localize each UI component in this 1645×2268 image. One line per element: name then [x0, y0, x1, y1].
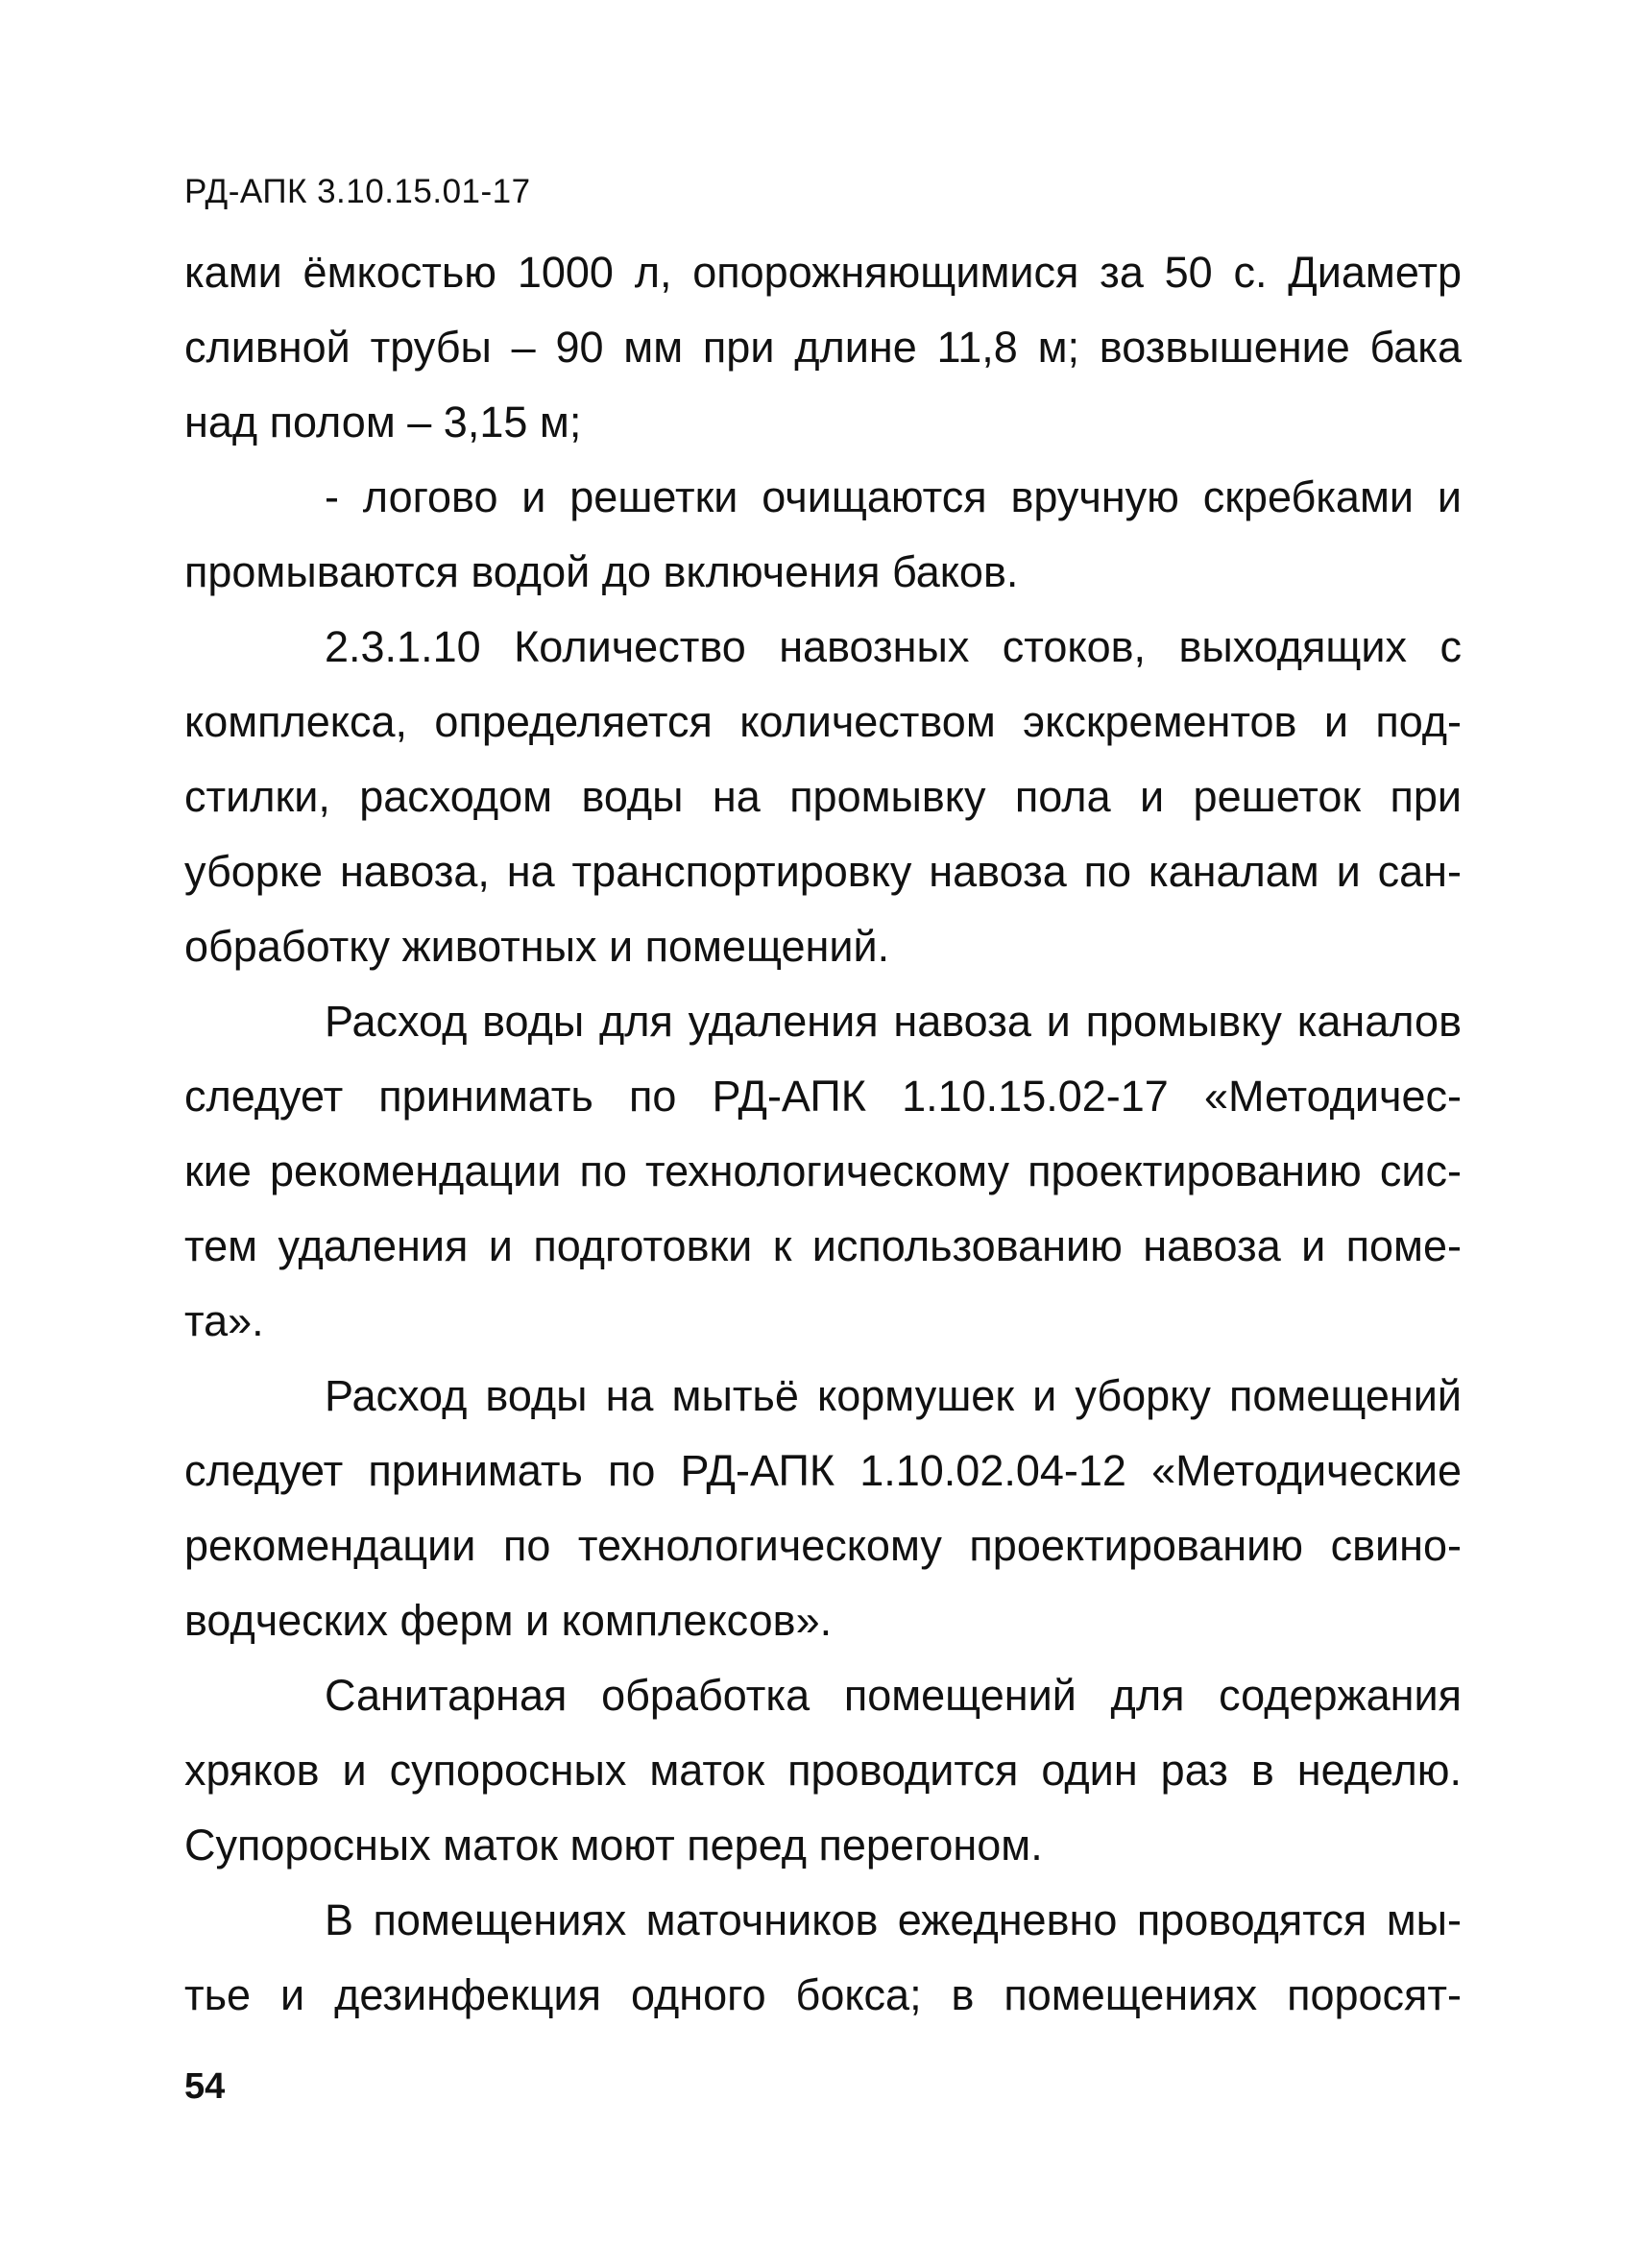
text-line: В помещениях маточников ежедневно проводятся мы-: [325, 1895, 1462, 1944]
paragraph: [184, 1359, 1462, 1658]
text-line: над полом – 3,15 м;: [184, 398, 582, 446]
text-line: следует принимать по РД-АПК 1.10.15.02-17 «Методичес-: [184, 1072, 1462, 1121]
text-line: Расход воды на мытьё кормушек и уборку помещений: [325, 1371, 1462, 1420]
text-line: - логово и решетки очищаются вручную скребками и: [325, 472, 1462, 521]
text-line: сливной трубы – 90 мм при длине 11,8 м; возвышение бака: [184, 323, 1462, 372]
text-line: тье и дезинфекция одного бокса; в помещениях поросят-: [184, 1970, 1462, 2019]
text-line: Супоросных маток моют перед перегоном.: [184, 1821, 1043, 1870]
text-line: комплекса, определяется количеством экскрементов и под-: [184, 697, 1462, 746]
text-line: рекомендации по технологическому проектированию свино-: [184, 1521, 1462, 1570]
paragraph: [184, 1658, 1462, 1883]
paragraph: [184, 235, 1462, 460]
text-line: стилки, расходом воды на промывку пола и решеток при: [184, 772, 1462, 821]
text-line: кие рекомендации по технологическому проектированию сис-: [184, 1146, 1462, 1195]
document-header: РД-АПК 3.10.15.01-17: [184, 173, 531, 210]
paragraph: [184, 460, 1462, 610]
paragraph: [184, 984, 1462, 1359]
text-line: ками ёмкостью 1000 л, опорожняющимися за 50 с. Диаметр: [184, 248, 1462, 297]
document-body: [184, 235, 1462, 2033]
text-line: та».: [184, 1296, 264, 1345]
text-line: тем удаления и подготовки к использованию навоза и поме-: [184, 1221, 1462, 1270]
text-line: водческих ферм и комплексов».: [184, 1596, 833, 1645]
text-line: следует принимать по РД-АПК 1.10.02.04-12 «Методические: [184, 1446, 1462, 1495]
text-line: уборке навоза, на транспортировку навоза по каналам и сан-: [184, 847, 1462, 896]
text-line: Санитарная обработка помещений для содержания: [325, 1671, 1462, 1720]
page-number: 54: [184, 2066, 226, 2107]
text-line: 2.3.1.10 Количество навозных стоков, выходящих с: [325, 622, 1462, 671]
text-line: Расход воды для удаления навоза и промывку каналов: [325, 997, 1462, 1046]
text-line: обработку животных и помещений.: [184, 922, 890, 971]
paragraph: [184, 610, 1462, 984]
text-line: промываются водой до включения баков.: [184, 547, 1019, 596]
paragraph: [184, 1883, 1462, 2033]
text-line: хряков и супоросных маток проводится один раз в неделю.: [184, 1746, 1462, 1795]
